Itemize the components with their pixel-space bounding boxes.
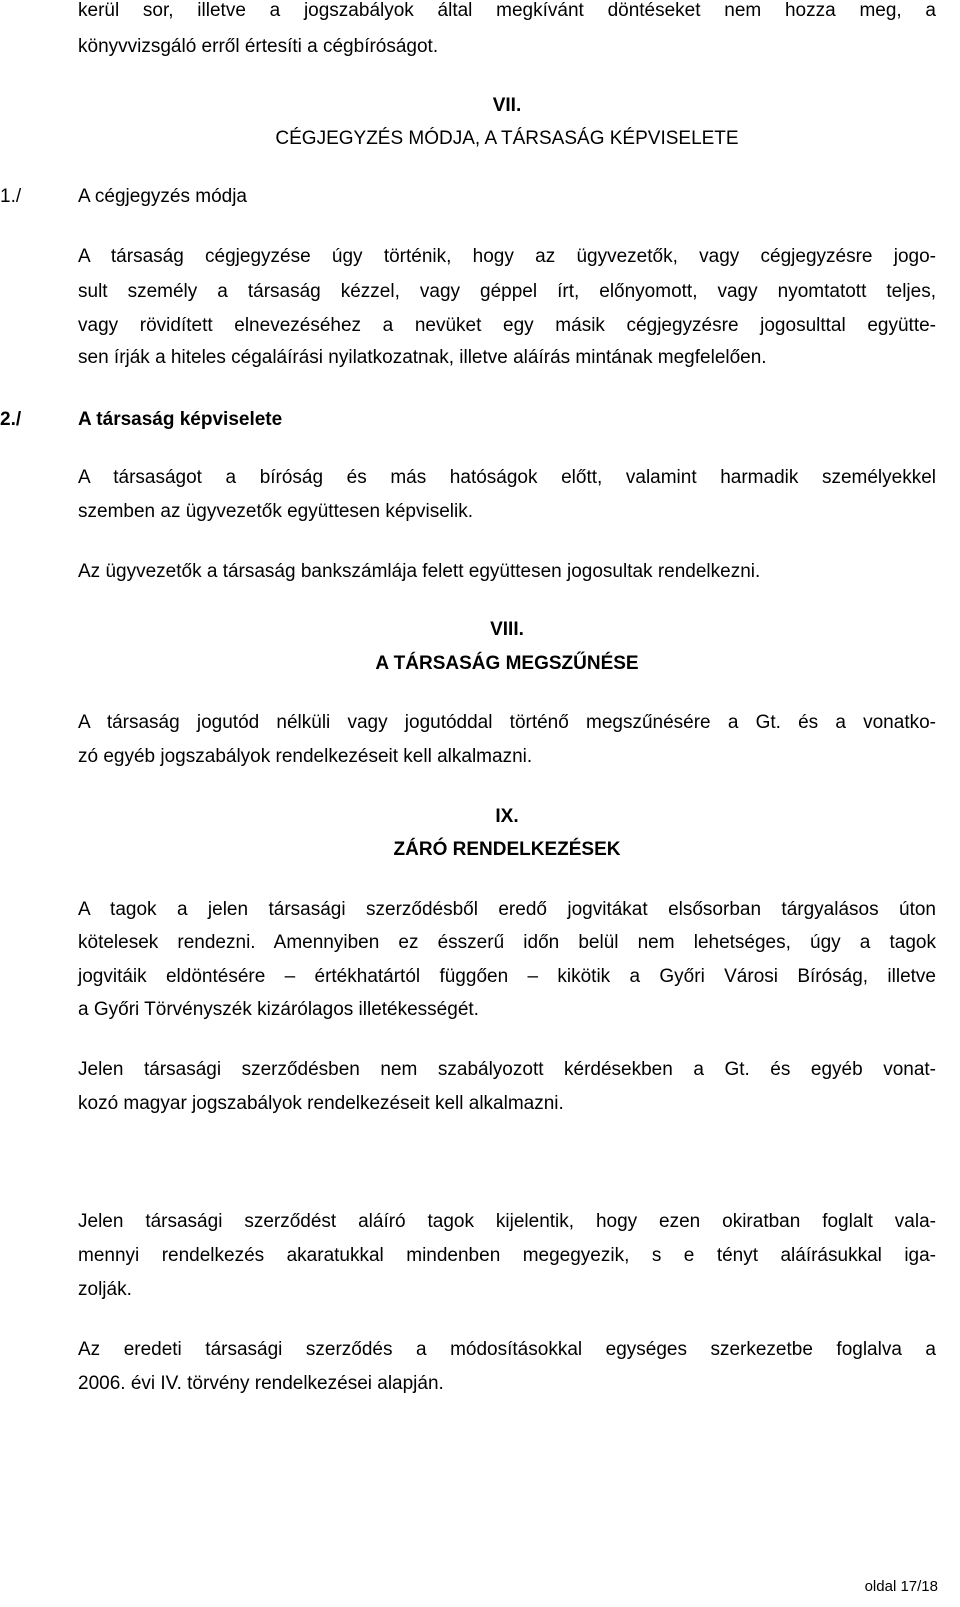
paragraph-line: Jelen társasági szerződést aláíró tagok kijelentik, hogy ezen okiratban foglalt vala- bbox=[78, 1211, 936, 1232]
subsection-title: A cégjegyzés módja bbox=[78, 186, 247, 207]
paragraph-line: jogvitáik eldöntésére – értékhatártól függően – kikötik a Győri Városi Bíróság, illetve bbox=[78, 966, 936, 987]
paragraph-line: Az ügyvezetők a társaság bankszámlája felett együttesen jogosultak rendelkezni. bbox=[78, 561, 761, 582]
paragraph-line: zolják. bbox=[78, 1279, 132, 1300]
intro-line: könyvvizsgáló erről értesíti a cégbíróságot. bbox=[78, 36, 439, 57]
paragraph-line: sen írják a hiteles cégaláírási nyilatkozatnak, illetve aláírás mintának megfelelően. bbox=[78, 347, 767, 368]
paragraph-line: kötelesek rendezni. Amennyiben ez ésszerű időn belül nem lehetséges, úgy a tagok bbox=[78, 932, 936, 953]
paragraph-line: A társaság cégjegyzése úgy történik, hogy az ügyvezetők, vagy cégjegyzésre jogo- bbox=[78, 246, 936, 267]
paragraph-line: A tagok a jelen társasági szerződésből eredő jogvitákat elsősorban tárgyalásos úton bbox=[78, 899, 936, 920]
section-number: IX. bbox=[495, 806, 519, 827]
paragraph-line: 2006. évi IV. törvény rendelkezései alapján. bbox=[78, 1373, 444, 1394]
paragraph-line: Az eredeti társasági szerződés a módosításokkal egységes szerkezetbe foglalva a bbox=[78, 1339, 936, 1360]
subsection-number: 2./ bbox=[0, 409, 22, 430]
subsection-title: A társaság képviselete bbox=[78, 409, 283, 430]
section-number: VII. bbox=[492, 95, 522, 116]
page-number: oldal 17/18 bbox=[864, 1578, 938, 1595]
intro-line: kerül sor, illetve a jogszabályok által megkívánt döntéseket nem hozza meg, a bbox=[78, 0, 936, 21]
paragraph-line: Jelen társasági szerződésben nem szabályozott kérdésekben a Gt. és egyéb vonat- bbox=[78, 1059, 936, 1080]
paragraph-line: A társaságot a bíróság és más hatóságok előtt, valamint harmadik személyekkel bbox=[78, 467, 936, 488]
paragraph-line: sult személy a társaság kézzel, vagy géppel írt, előnyomott, vagy nyomtatott teljes, bbox=[78, 281, 936, 302]
paragraph-line: vagy rövidített elnevezéséhez a nevüket egy másik cégjegyzésre jogosulttal együtte- bbox=[78, 315, 936, 336]
section-number: VIII. bbox=[490, 619, 524, 640]
paragraph-line: zó egyéb jogszabályok rendelkezéseit kell alkalmazni. bbox=[78, 746, 533, 767]
section-title: ZÁRÓ RENDELKEZÉSEK bbox=[393, 839, 621, 860]
paragraph-line: mennyi rendelkezés akaratukkal mindenben megegyezik, s e tényt aláírásukkal iga- bbox=[78, 1245, 936, 1266]
section-title: A TÁRSASÁG MEGSZŰNÉSE bbox=[375, 653, 639, 674]
subsection-number: 1./ bbox=[0, 186, 22, 207]
paragraph-line: kozó magyar jogszabályok rendelkezéseit kell alkalmazni. bbox=[78, 1093, 564, 1114]
paragraph-line: A társaság jogutód nélküli vagy jogutóddal történő megszűnésére a Gt. és a vonatko- bbox=[78, 712, 936, 733]
paragraph-line: a Győri Törvényszék kizárólagos illetékességét. bbox=[78, 999, 479, 1020]
paragraph-line: szemben az ügyvezetők együttesen képviselik. bbox=[78, 501, 473, 522]
section-title: CÉGJEGYZÉS MÓDJA, A TÁRSASÁG KÉPVISELETE bbox=[275, 128, 739, 149]
